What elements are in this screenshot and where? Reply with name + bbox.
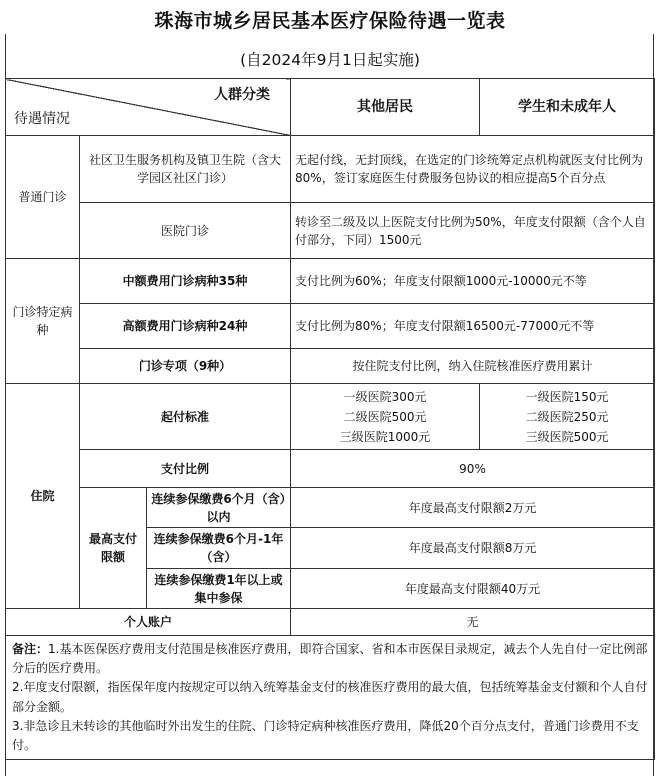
special-outpatient-label: 门诊特定病种 bbox=[6, 259, 80, 384]
note-2: 2.年度支付限额，指医保年度内按规定可以纳入统筹基金支付的核准医疗费用的最大值，包括统筹基金支付额和个人自付部分金额。 bbox=[12, 680, 648, 714]
inpatient-label: 住院 bbox=[6, 384, 80, 609]
limit-condition-2: 连续参保缴费6个月-1年（含） bbox=[147, 528, 291, 569]
page-subtitle: (自2024年9月1日起实施) bbox=[240, 51, 420, 69]
benefits-table bbox=[5, 78, 655, 760]
limit-value-1: 年度最高支付限额2万元 bbox=[291, 488, 655, 528]
page-title: 珠海市城乡居民基本医疗保险待遇一览表 bbox=[154, 10, 506, 32]
deductible-student-value bbox=[480, 384, 655, 450]
notes-row bbox=[6, 636, 655, 760]
community-clinic-value: 无起付线，无封顶线，在选定的门诊统筹定点机构就医支付比例为80%，签订家庭医生付费服务包协议的相应提高5个百分点 bbox=[291, 136, 655, 203]
max-limit-label: 最高支付限额 bbox=[80, 488, 147, 609]
table-row bbox=[6, 304, 655, 349]
limit-value-3: 年度最高支付限额40万元 bbox=[291, 569, 655, 609]
table-row bbox=[6, 349, 655, 384]
table-row bbox=[6, 609, 655, 636]
limit-condition-3: 连续参保缴费1年以上或集中参保 bbox=[147, 569, 291, 609]
notes-cell bbox=[6, 636, 655, 760]
table-row bbox=[6, 203, 655, 259]
hospital-outpatient-name: 医院门诊 bbox=[80, 203, 291, 259]
high-cost-disease-value: 支付比例为80%；年度支付限额16500元-77000元不等 bbox=[291, 304, 655, 349]
high-cost-disease-name: 高额费用门诊病种24种 bbox=[80, 304, 291, 349]
header-diagonal-cell bbox=[6, 79, 291, 136]
notes-label: 备注： bbox=[12, 642, 49, 656]
deductible-name: 起付标准 bbox=[80, 384, 291, 450]
header-students: 学生和未成年人 bbox=[480, 79, 655, 136]
mid-cost-disease-value: 支付比例为60%；年度支付限额1000元-10000元不等 bbox=[291, 259, 655, 304]
deductible-other-value bbox=[291, 384, 480, 450]
deductible-student-level3: 三级医院500元 bbox=[525, 429, 609, 444]
special-outpatient-item-value: 按住院支付比例，纳入住院核准医疗费用累计 bbox=[291, 349, 655, 384]
general-outpatient-label: 普通门诊 bbox=[6, 136, 80, 259]
table-row bbox=[6, 136, 655, 203]
header-row bbox=[6, 79, 655, 136]
community-clinic-name: 社区卫生服务机构及镇卫生院（含大学园区社区门诊） bbox=[80, 136, 291, 203]
limit-value-2: 年度最高支付限额8万元 bbox=[291, 528, 655, 569]
deductible-other-level2: 二级医院500元 bbox=[343, 409, 427, 424]
deductible-student-level2: 二级医院250元 bbox=[525, 409, 609, 424]
deductible-other-level1: 一级医院300元 bbox=[343, 389, 427, 404]
deductible-other-level3: 三级医院1000元 bbox=[339, 429, 431, 444]
payment-ratio-value: 90% bbox=[291, 450, 655, 488]
note-1-text: 1.基本医保医疗费用支付范围是核准医疗费用，即符合国家、省和本市医保目录规定，减去个人先自付一定比例部分后的医疗费用。 bbox=[12, 642, 648, 676]
note-3: 3.非急诊且未转诊的其他临时外出发生的住院、门诊特定病种核准医疗费用，降低20个百分点支付，普通门诊费用不支付。 bbox=[12, 718, 639, 752]
mid-cost-disease-name: 中额费用门诊病种35种 bbox=[80, 259, 291, 304]
personal-account-value: 无 bbox=[291, 609, 655, 636]
table-row bbox=[6, 488, 655, 528]
limit-condition-1: 连续参保缴费6个月（含）以内 bbox=[147, 488, 291, 528]
header-benefit-label: 待遇情况 bbox=[14, 111, 70, 127]
deductible-student-level1: 一级医院150元 bbox=[525, 389, 609, 404]
header-other-residents: 其他居民 bbox=[291, 79, 480, 136]
personal-account-name: 个人账户 bbox=[6, 609, 291, 636]
payment-ratio-name: 支付比例 bbox=[80, 450, 291, 488]
table-row bbox=[6, 450, 655, 488]
table-row bbox=[6, 259, 655, 304]
special-outpatient-item-name: 门诊专项（9种） bbox=[80, 349, 291, 384]
header-population-label: 人群分类 bbox=[214, 87, 271, 103]
note-1 bbox=[12, 640, 648, 678]
hospital-outpatient-value: 转诊至二级及以上医院支付比例为50%，年度支付限额（含个人自付部分，下同）1500元 bbox=[291, 203, 655, 259]
table-row bbox=[6, 384, 655, 450]
